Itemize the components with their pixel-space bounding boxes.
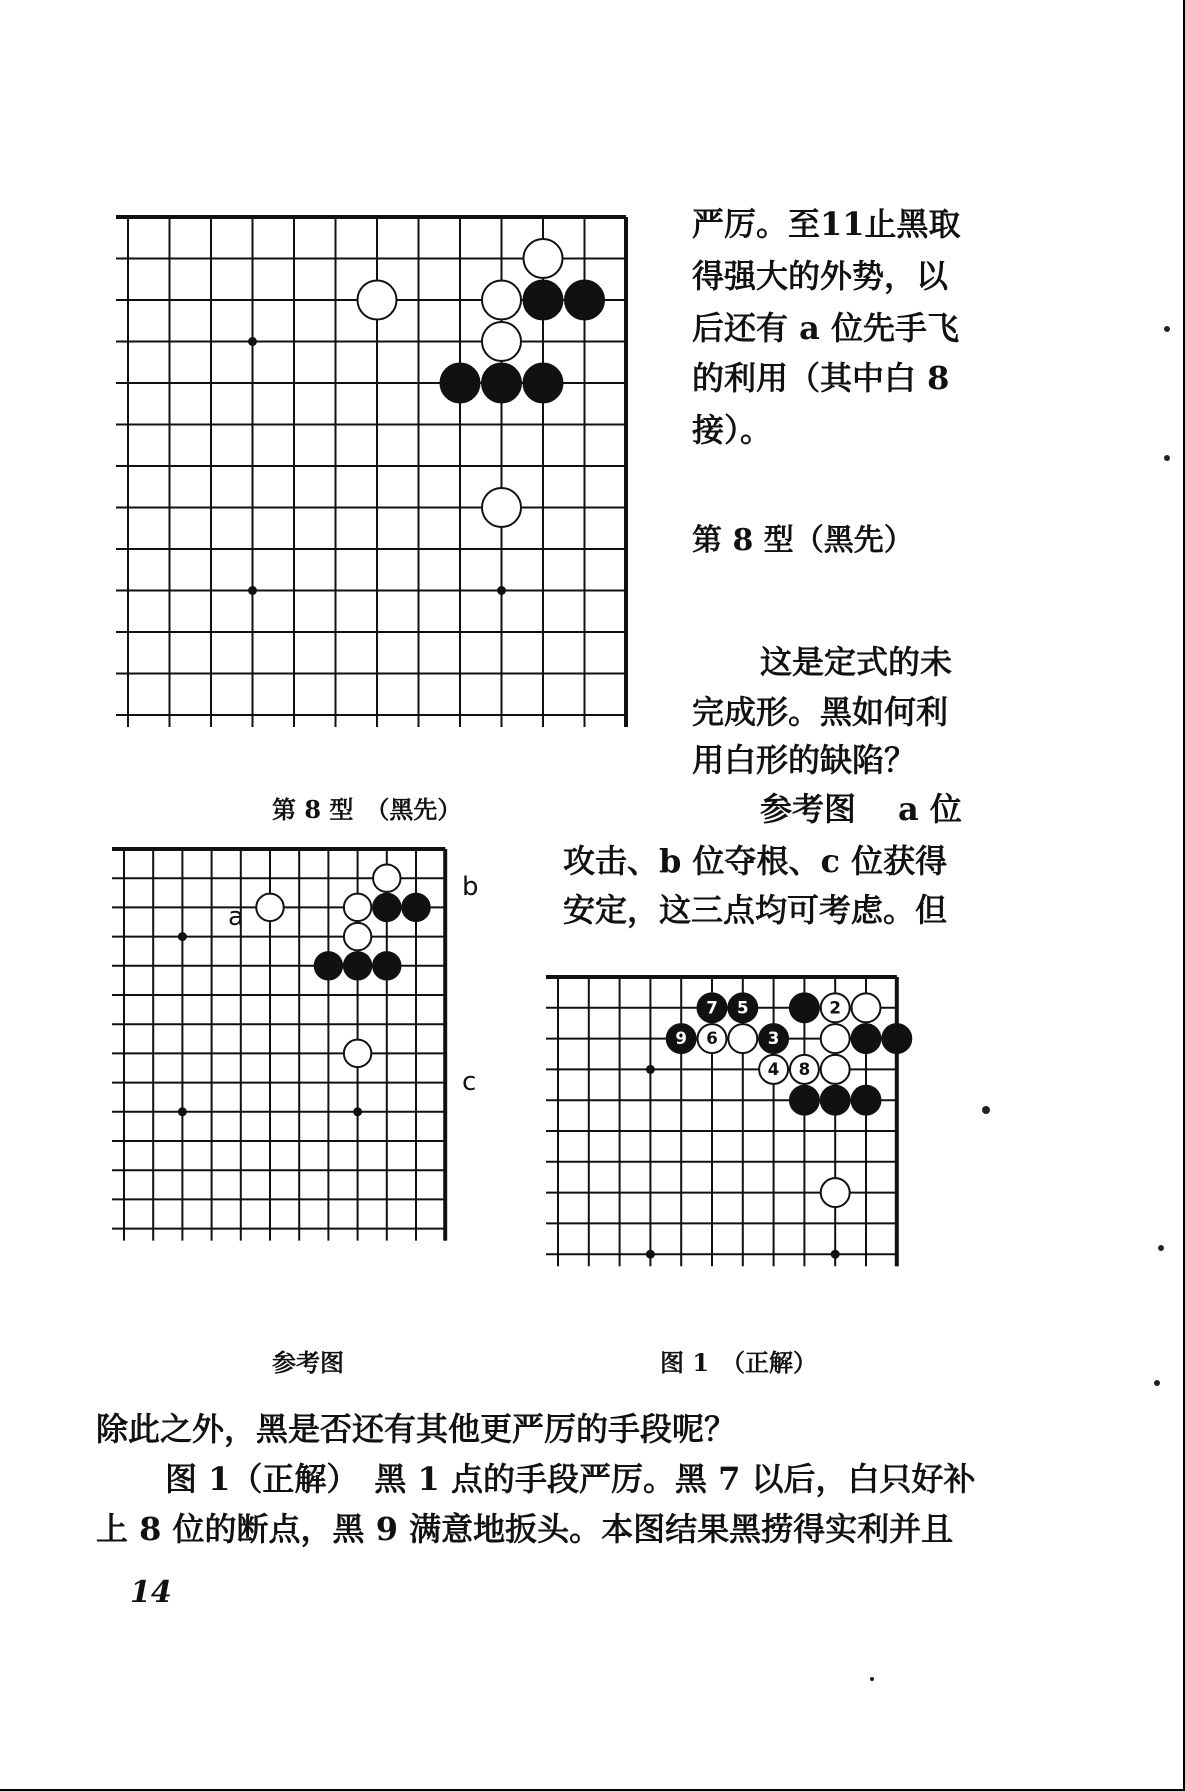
white-stone (482, 280, 521, 319)
white-stone (523, 239, 562, 278)
white-stone (482, 488, 521, 527)
label-a: a (228, 902, 244, 932)
white-stone (344, 1040, 371, 1067)
move-number: 8 (798, 1059, 811, 1079)
white-stone (344, 923, 371, 950)
text-line: a 位 (898, 790, 962, 828)
section-title: 第 8 型（黑先） (692, 523, 914, 558)
scan-speck (1164, 455, 1170, 461)
move-number: 5 (737, 998, 749, 1018)
white-stone (728, 1024, 757, 1053)
black-stone (523, 280, 562, 319)
move-number: 4 (767, 1059, 780, 1079)
text-line: 得强大的外势，以 (692, 257, 949, 295)
text-line: 攻击、b 位夺根、c 位获得 (563, 842, 948, 880)
text-line: 用白形的缺陷？ (692, 741, 917, 779)
text-line: 这是定式的未 (760, 643, 953, 681)
text-line: 后还有 a 位先手飞 (692, 309, 960, 347)
go-board-solution (548, 975, 948, 1320)
scan-speck (1164, 326, 1170, 332)
star-point (646, 1250, 655, 1259)
text-line: 上 8 位的断点，黑 9 满意地扳头。本图结果黑捞得实利并且 (96, 1510, 954, 1548)
move-number: 2 (829, 998, 841, 1018)
move-number: 7 (706, 998, 718, 1018)
scan-speck (1154, 1380, 1160, 1386)
black-stone (790, 1086, 819, 1115)
star-point (497, 586, 506, 595)
caption-reference: 参考图 (272, 1348, 344, 1377)
move-number: 3 (767, 1029, 780, 1049)
black-stone (344, 952, 371, 979)
black-stone (402, 894, 429, 921)
scan-speck (1158, 1245, 1164, 1251)
go-board-problem (100, 205, 640, 765)
black-stone (565, 280, 604, 319)
text-line: 除此之外，黑是否还有其他更严厉的手段呢？ (96, 1410, 737, 1448)
black-stone (852, 1086, 881, 1115)
white-stone (482, 322, 521, 361)
star-point (178, 932, 187, 941)
black-stone (440, 363, 479, 402)
white-stone (344, 894, 371, 921)
black-stone (523, 363, 562, 402)
label-c: c (462, 1067, 477, 1097)
black-stone (373, 894, 400, 921)
black-stone (852, 1024, 881, 1053)
text-line: 完成形。黑如何利 (692, 693, 949, 731)
star-point (353, 1107, 362, 1116)
go-board-reference (110, 845, 520, 1315)
text-line: 接）。 (692, 411, 773, 449)
caption-solution: 图 1 （正解） (660, 1348, 818, 1377)
star-point (646, 1065, 655, 1074)
black-stone (790, 993, 819, 1022)
scan-speck (982, 1106, 990, 1114)
caption-problem: 第 8 型 （黑先） (272, 795, 462, 824)
star-point (178, 1107, 187, 1116)
star-point (831, 1250, 840, 1259)
black-stone (315, 952, 342, 979)
move-number: 9 (675, 1029, 687, 1049)
page-number: 14 (130, 1575, 172, 1610)
star-point (248, 586, 257, 595)
reference-heading: 参考图 (760, 790, 857, 828)
scan-speck (870, 1677, 874, 1681)
text-line: 严厉。至11止黑取 (692, 205, 961, 243)
text-line: 的利用（其中白 8 (692, 359, 950, 397)
black-stone (882, 1024, 911, 1053)
text-line: 安定，这三点均可考虑。但 (563, 891, 948, 929)
black-stone (821, 1086, 850, 1115)
black-stone (373, 952, 400, 979)
white-stone (821, 1178, 850, 1207)
white-stone (852, 993, 881, 1022)
white-stone (821, 1024, 850, 1053)
star-point (248, 337, 257, 346)
white-stone (821, 1055, 850, 1084)
label-b: b (462, 872, 479, 902)
white-stone (256, 894, 283, 921)
black-stone (482, 363, 521, 402)
white-stone (373, 864, 400, 891)
text-line: 图 1（正解） 黑 1 点的手段严厉。黑 7 以后，白只好补 (165, 1460, 976, 1498)
white-stone (357, 280, 396, 319)
move-number: 6 (706, 1029, 718, 1049)
